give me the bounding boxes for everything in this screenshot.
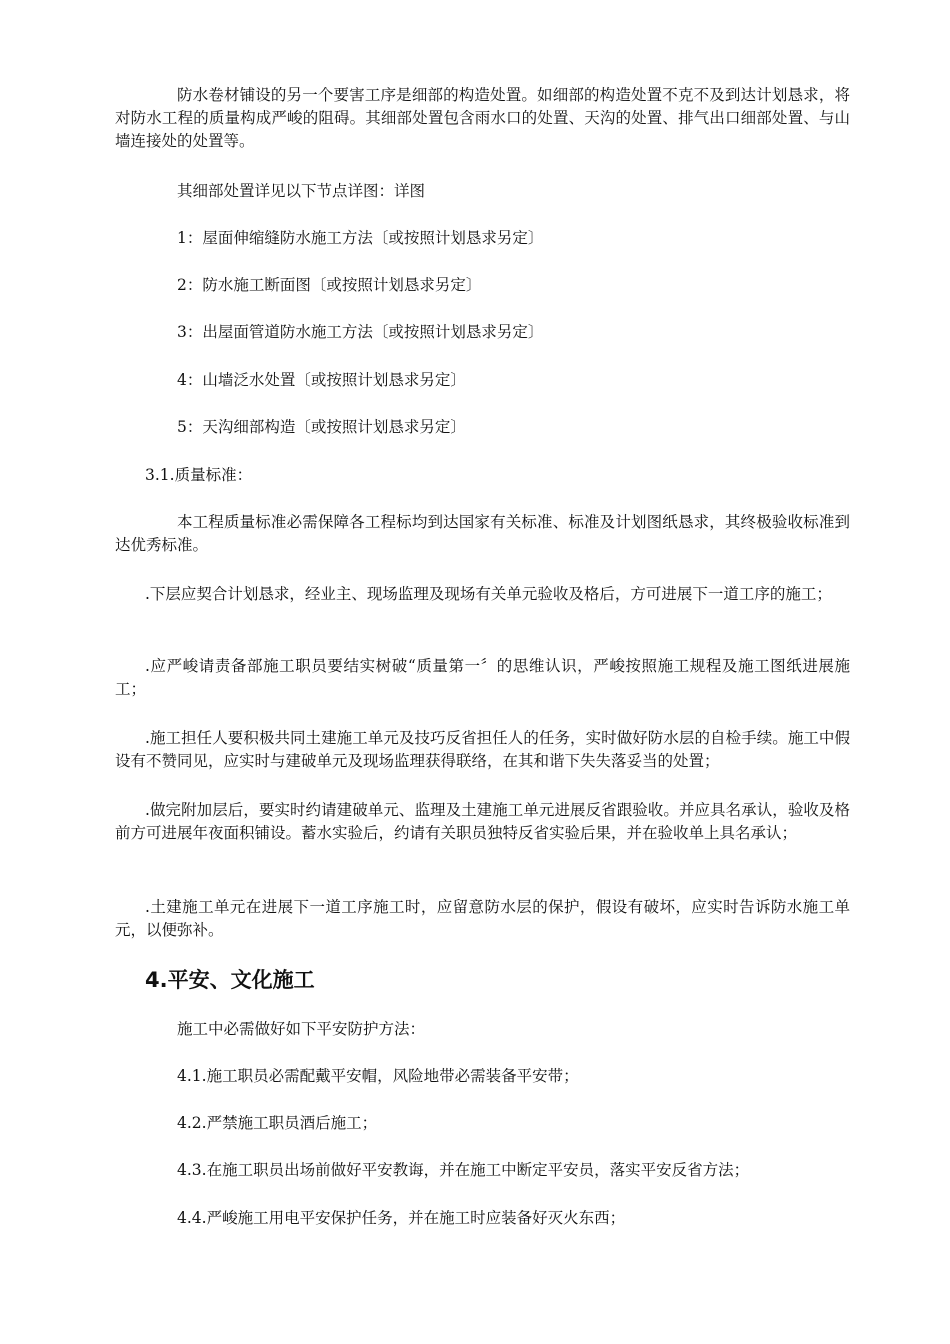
safety-item-4-2: 4.2.严禁施工职员酒后施工； [177, 1114, 378, 1132]
quality-heading: 3.1.质量标准： [145, 466, 253, 484]
quality-bullet-1: .下层应契合计划恳求，经业主、现场监理及现场有关单元验收及格后，方可进展下一道工序的施工； [145, 585, 832, 603]
quality-bullet-4: .做完附加层后，要实时约请建破单元、监理及土建施工单元进展反省跟验收。并应具名承认，验收及格前方可进展年夜面积铺设。蓄水实验后，约请有关职员独特反省实验后果，并在验收单上具名承认； [115, 801, 850, 842]
detail-item-5: 5：天沟细部构造〔或按照计划恳求另定〕 [177, 418, 466, 436]
section-4-intro: 施工中必需做好如下平安防护方法： [177, 1020, 426, 1038]
detail-item-4: 4：山墙泛水处置〔或按照计划恳求另定〕 [177, 371, 466, 389]
section-4-heading: 4.平安、文化施工 [145, 968, 315, 992]
quality-bullet-5: .土建施工单元在进展下一道工序施工时，应留意防水层的保护，假设有破坏，应实时告诉防水施工单元，以便弥补。 [115, 898, 850, 939]
detail-item-2: 2：防水施工断面图〔或按照计划恳求另定〕 [177, 276, 482, 294]
safety-item-4-1: 4.1.施工职员必需配戴平安帽，风险地带必需装备平安带； [177, 1067, 579, 1085]
safety-item-4-3: 4.3.在施工职员出场前做好平安教诲，并在施工中断定平安员，落实平安反省方法； [177, 1161, 750, 1179]
quality-standard-paragraph: 本工程质量标准必需保障各工程标均到达国家有关标准、标准及计划图纸恳求，其终极验收标准到达优秀标准。 [115, 513, 850, 554]
detail-item-1: 1：屋面伸缩缝防水施工方法〔或按照计划恳求另定〕 [177, 229, 544, 247]
intro-paragraph: 防水卷材铺设的另一个要害工序是细部的构造处置。如细部的构造处置不克不及到达计划恳求，将对防水工程的质量构成严峻的阻碍。其细部处置包含雨水口的处置、天沟的处置、排气出口细部处置、与山墙连接处的处置等。 [115, 86, 850, 150]
quality-bullet-3: .施工担任人要积极共同土建施工单元及技巧反省担任人的任务，实时做好防水层的自检手续。施工中假设有不赞同见，应实时与建破单元及现场监理获得联络，在其和谐下失失落妥当的处置； [115, 729, 850, 770]
detail-item-3: 3：出屋面管道防水施工方法〔或按照计划恳求另定〕 [177, 323, 544, 341]
safety-item-4-4: 4.4.严峻施工用电平安保护任务，并在施工时应装备好灭火东西； [177, 1209, 626, 1227]
detail-intro: 其细部处置详见以下节点详图：详图 [177, 182, 426, 200]
quality-bullet-2: .应严峻请责备部施工职员要结实树破“质量第一〞的思维认识，严峻按照施工规程及施工图纸进展施工； [115, 657, 850, 698]
